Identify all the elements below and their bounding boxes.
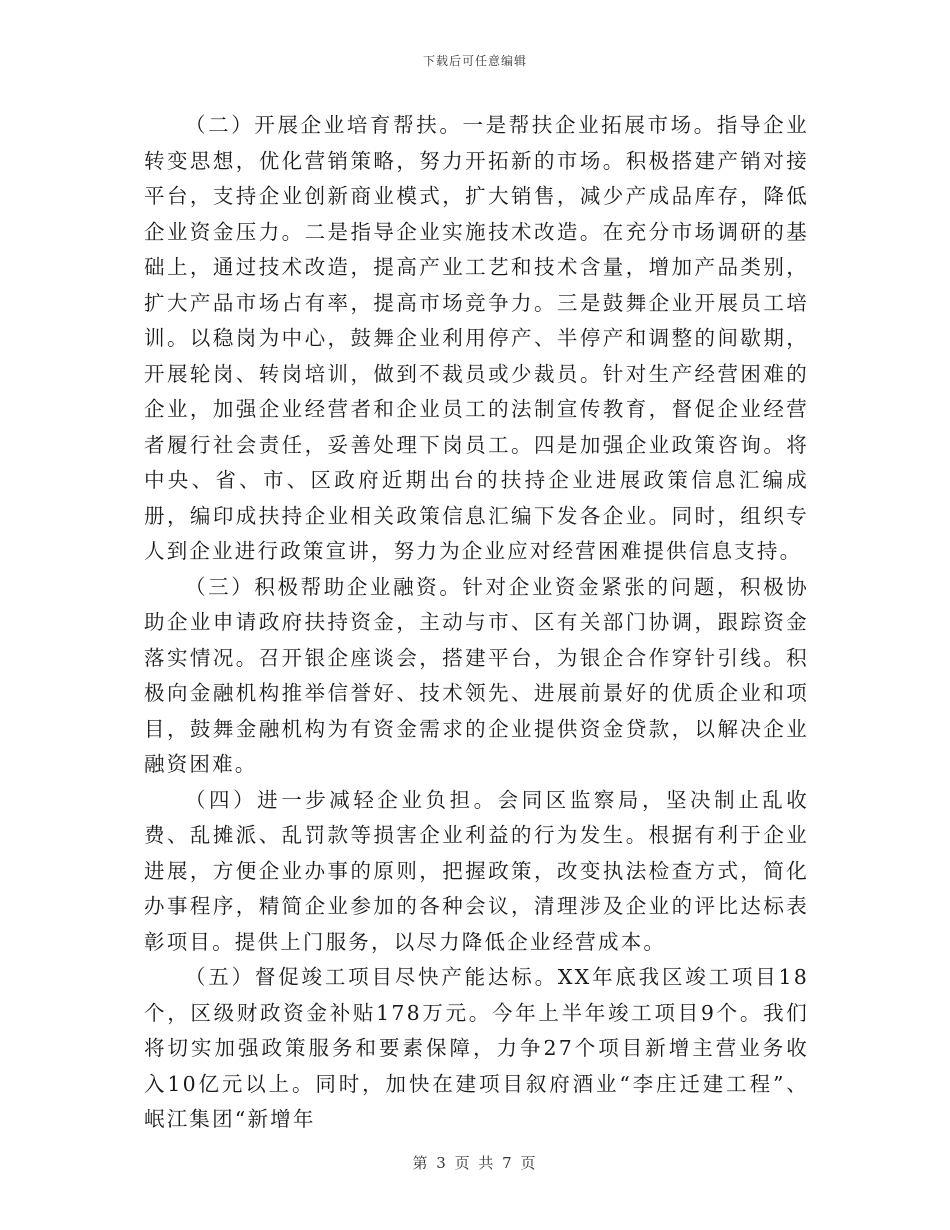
paragraph-3-financing: （三）积极帮助企业融资。针对企业资金紧张的问题，积极协助企业申请政府扶持资金，主动与市、区有关部门协调，跟踪资金落实情况。召开银企座谈会，搭建平台，为银企合作穿针引线。积极向金融机构推举信誉好、技术领先、进展前景好的优质企业和项目，鼓舞金融机构为有资金需求的企业提供资金贷款，以解决企业融资困难。 [144,574,809,776]
page-number: 第 3 页 共 7 页 [412,1154,538,1172]
paragraph-5-completed-projects: （五）督促竣工项目尽快产能达标。XX年底我区竣工项目18个，区级财政资金补贴178万元。今年上半年竣工项目9个。我们将切实加强政策服务和要素保障，力争27个项目新增主营业务收入10亿元以上。同时，加快在建项目叙府酒业“李庄迁建工程”、岷江集团“新增年 [144,965,809,1131]
paragraph-4-reduce-burden: （四）进一步减轻企业负担。会同区监察局，坚决制止乱收费、乱摊派、乱罚款等损害企业利益的行为发生。根据有利于企业进展，方便企业办事的原则，把握政策，改变执法检查方式，简化办事程序，精简企业参加的各种会议，清理涉及企业的评比达标表彰项目。提供上门服务，以尽力降低企业经营成本。 [144,787,809,954]
page-header: 下载后可任意编辑 [422,54,527,68]
paragraph-2-enterprise-support: （二）开展企业培育帮扶。一是帮扶企业拓展市场。指导企业转变思想，优化营销策略，努力开拓新的市场。积极搭建产销对接平台，支持企业创新商业模式，扩大销售，减少产成品库存，降低企业资金压力。二是指导企业实施技术改造。在充分市场调研的基础上，通过技术改造，提高产业工艺和技术含量，增加产品类别，扩大产品市场占有率，提高市场竞争力。三是鼓舞企业开展员工培训。以稳岗为中心，鼓舞企业利用停产、半停产和调整的间歇期，开展轮岗、转岗培训，做到不裁员或少裁员。针对生产经营困难的企业，加强企业经营者和企业员工的法制宣传教育，督促企业经营者履行社会责任，妥善处理下岗员工。四是加强企业政策咨询。将中央、省、市、区政府近期出台的扶持企业进展政策信息汇编成册，编印成扶持企业相关政策信息汇编下发各企业。同时，组织专人到企业进行政策宣讲，努力为企业应对经营困难提供信息支持。 [144,113,809,563]
document-body [144,108,809,1138]
